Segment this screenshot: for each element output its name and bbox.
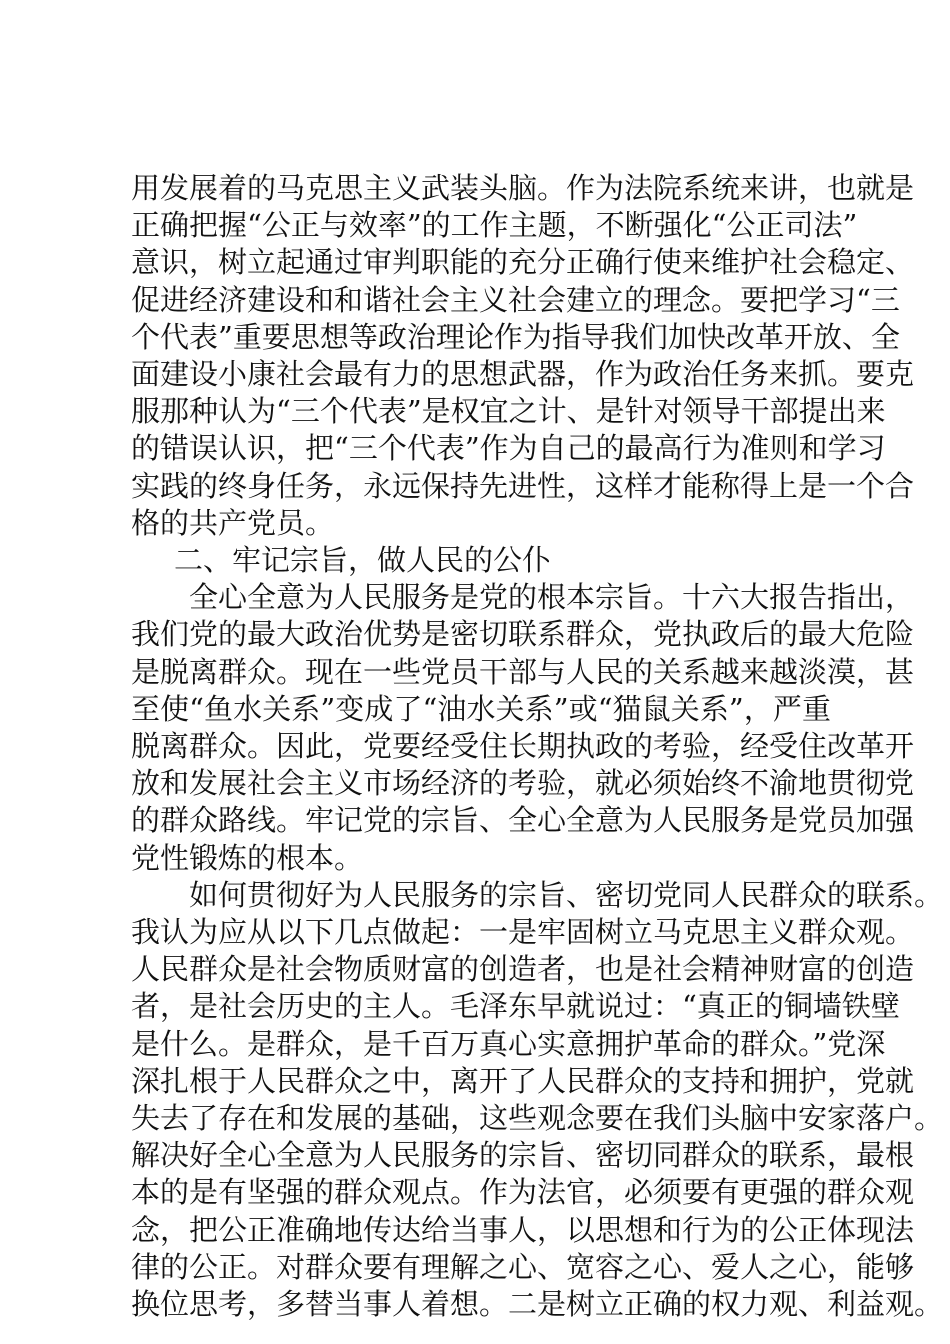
text-line: 本的是有坚强的群众观点。作为法官，必须要有更强的群众观 [131, 1175, 915, 1209]
text-line: 的群众路线。牢记党的宗旨、全心全意为人民服务是党员加强 [131, 803, 915, 837]
text-line: 我认为应从以下几点做起：一是牢固树立马克思主义群众观。 [131, 915, 915, 949]
text-line: 我们党的最大政治优势是密切联系群众，党执政后的最大危险 [131, 617, 915, 651]
text-line: 面建设小康社会最有力的思想武器，作为政治任务来抓。要克 [131, 357, 915, 391]
text-line: 格的共产党员。 [131, 506, 335, 540]
text-line: 的错误认识，把“三个代表”作为自己的最高行为准则和学习 [131, 431, 886, 465]
text-line: 脱离群众。因此，党要经受住长期执政的考验，经受住改革开 [131, 729, 915, 763]
text-line: 意识，树立起通过审判职能的充分正确行使来维护社会稳定、 [131, 245, 915, 279]
text-line: 人民群众是社会物质财富的创造者，也是社会精神财富的创造 [131, 952, 915, 986]
text-line: 放和发展社会主义市场经济的考验，就必须始终不渝地贯彻党 [131, 766, 915, 800]
text-line: 服那种认为“三个代表”是权宜之计、是针对领导干部提出来 [131, 394, 886, 428]
text-line: 党性锻炼的根本。 [131, 841, 364, 875]
text-line: 换位思考，多替当事人着想。二是树立正确的权力观、利益观。 [131, 1287, 944, 1321]
text-line: 解决好全心全意为人民服务的宗旨、密切同群众的联系，最根 [131, 1138, 915, 1172]
text-line: 实践的终身任务，永远保持先进性，这样才能称得上是一个合 [131, 469, 915, 503]
text-line: 是脱离群众。现在一些党员干部与人民的关系越来越淡漠，甚 [131, 655, 915, 689]
text-line: 促进经济建设和和谐社会主义社会建立的理念。要把学习“三 [131, 283, 900, 317]
text-line: 深扎根于人民群众之中，离开了人民群众的支持和拥护，党就 [131, 1064, 915, 1098]
text-line: 正确把握“公正与效率”的工作主题，不断强化“公正司法” [131, 208, 858, 242]
text-line: 用发展着的马克思主义武装头脑。作为法院系统来讲，也就是 [131, 171, 915, 205]
text-line: 失去了存在和发展的基础，这些观念要在我们头脑中安家落户。 [131, 1101, 944, 1135]
text-line: 是什么。是群众，是千百万真心实意拥护革命的群众。”党深 [131, 1027, 886, 1061]
section-heading: 二、牢记宗旨，做人民的公仆 [174, 543, 552, 577]
paragraph-first-line: 全心全意为人民服务是党的根本宗旨。十六大报告指出， [189, 580, 915, 614]
text-line: 者，是社会历史的主人。毛泽东早就说过：“真正的铜墙铁壁 [131, 989, 900, 1023]
paragraph-first-line: 如何贯彻好为人民服务的宗旨、密切党同人民群众的联系。 [189, 878, 944, 912]
text-line: 律的公正。对群众要有理解之心、宽容之心、爱人之心，能够 [131, 1250, 915, 1284]
text-line: 至使“鱼水关系”变成了“油水关系”或“猫鼠关系”，严重 [131, 692, 831, 726]
text-line: 个代表”重要思想等政治理论作为指导我们加快改革开放、全 [131, 320, 900, 354]
text-line: 念，把公正准确地传达给当事人，以思想和行为的公正体现法 [131, 1213, 915, 1247]
